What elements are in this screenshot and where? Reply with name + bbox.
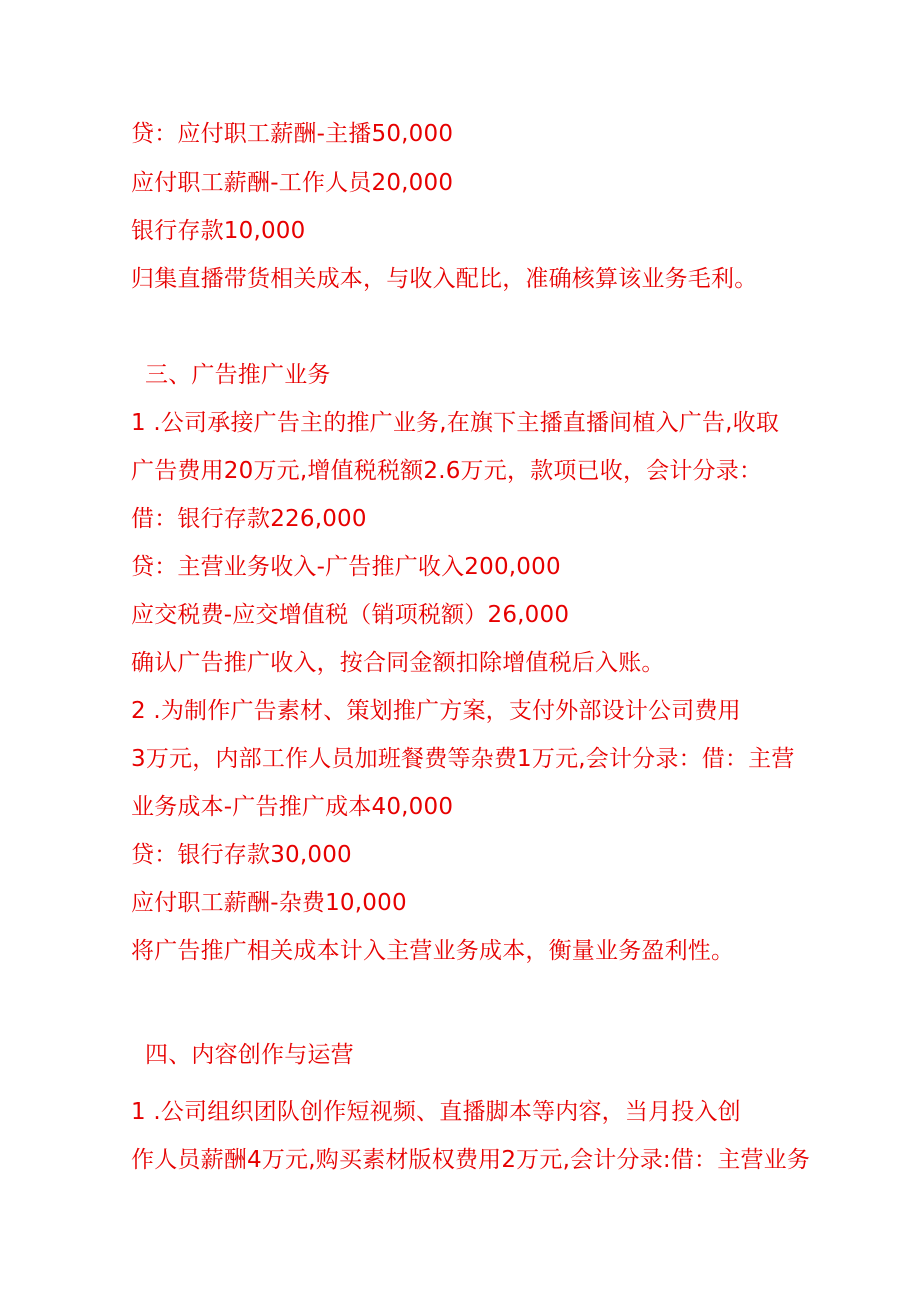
content-item-1-line-1: 1 .公司组织团队创作短视频、直播脚本等内容，当月投入创	[131, 1099, 741, 1125]
cost-recognition-note: 将广告推广相关成本计入主营业务成本，衡量业务盈利性。	[131, 938, 735, 964]
bank-deposit-line: 银行存款10,000	[131, 218, 306, 244]
debit-bank-line: 借：银行存款226,000	[131, 506, 367, 532]
section-heading-advertising: 三、广告推广业务	[145, 362, 331, 388]
ad-cost-line: 业务成本-广告推广成本40,000	[131, 794, 454, 820]
ad-item-1-line-2: 广告费用20万元,增值税税额2.6万元，款项已收，会计分录：	[131, 458, 763, 484]
revenue-recognition-note: 确认广告推广收入，按合同金额扣除增值税后入账。	[131, 650, 665, 676]
ad-item-1-line-1: 1 .公司承接广告主的推广业务,在旗下主播直播间植入广告,收取	[131, 410, 780, 436]
section-heading-content: 四、内容创作与运营	[145, 1042, 354, 1068]
staff-salary-line: 应付职工薪酬-工作人员20,000	[131, 170, 454, 196]
vat-payable-line: 应交税费-应交增值税（销项税额）26,000	[131, 602, 570, 628]
credit-revenue-line: 贷：主营业务收入-广告推广收入200,000	[131, 554, 561, 580]
ad-item-2-line-1: 2 .为制作广告素材、策划推广方案，支付外部设计公司费用	[131, 698, 741, 724]
cost-matching-note: 归集直播带货相关成本，与收入配比，准确核算该业务毛利。	[131, 266, 758, 292]
credit-anchor-salary-line: 贷：应付职工薪酬-主播50,000	[131, 121, 454, 147]
ad-item-2-line-2: 3万元，内部工作人员加班餐费等杂费1万元,会计分录：借：主营	[131, 746, 795, 772]
content-item-1-line-2: 作人员薪酬4万元,购买素材版权费用2万元,会计分录:借：主营业务	[131, 1147, 811, 1173]
credit-bank-line: 贷：银行存款30,000	[131, 842, 352, 868]
misc-salary-line: 应付职工薪酬-杂费10,000	[131, 890, 407, 916]
